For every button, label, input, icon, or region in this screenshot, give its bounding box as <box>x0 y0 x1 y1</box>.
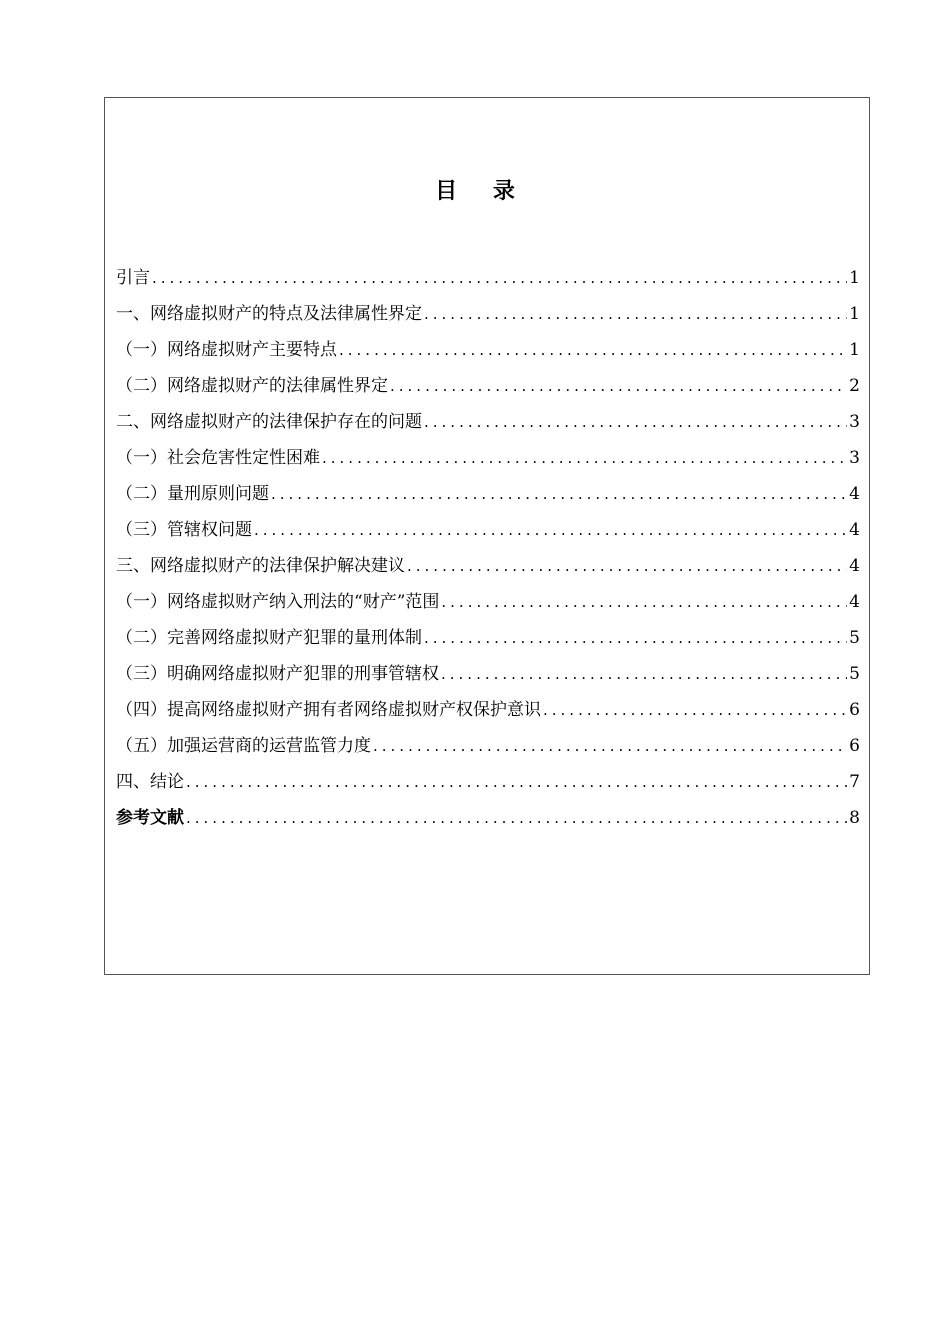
toc-entry[interactable] <box>116 548 860 584</box>
toc-entry[interactable] <box>116 440 860 476</box>
toc-entry-text: （二）量刑原则问题 <box>116 484 269 504</box>
toc-dot-leader <box>322 440 847 476</box>
toc-entry-page: 1 <box>849 304 860 324</box>
toc-dot-leader <box>441 656 847 692</box>
toc-entry-page: 3 <box>849 412 860 432</box>
toc-entry-page: 7 <box>849 772 860 792</box>
toc-entry-text: （五）加强运营商的运营监管力度 <box>116 736 371 756</box>
toc-entry-page: 5 <box>849 664 860 684</box>
toc-dot-leader <box>424 404 847 440</box>
toc-dot-leader <box>441 584 847 620</box>
toc-entry[interactable] <box>116 332 860 368</box>
toc-entry-page: 4 <box>849 484 860 504</box>
toc-title: 目 录 <box>435 178 529 204</box>
toc-entry-page: 4 <box>849 520 860 540</box>
toc-entry-page: 8 <box>849 808 860 828</box>
toc-dot-leader <box>152 260 847 296</box>
toc-entry[interactable] <box>116 692 860 728</box>
toc-dot-leader <box>339 332 847 368</box>
toc-entry-text: 一、网络虚拟财产的特点及法律属性界定 <box>116 304 422 324</box>
toc-entry-page: 4 <box>849 556 860 576</box>
toc-dot-leader <box>424 620 847 656</box>
toc-entry-references[interactable] <box>116 800 860 836</box>
toc-entry-text: （一）社会危害性定性困难 <box>116 448 320 468</box>
toc-entry[interactable] <box>116 368 860 404</box>
toc-entry[interactable] <box>116 404 860 440</box>
toc-entry-text: （三）明确网络虚拟财产犯罪的刑事管辖权 <box>116 664 439 684</box>
toc-entry[interactable] <box>116 512 860 548</box>
toc-entry-page: 1 <box>849 268 860 288</box>
toc-dot-leader <box>373 728 847 764</box>
toc-entry-page: 4 <box>849 592 860 612</box>
toc-dot-leader <box>390 368 847 404</box>
toc-entry-text: （四）提高网络虚拟财产拥有者网络虚拟财产权保护意识 <box>116 700 541 720</box>
toc-list <box>116 260 860 836</box>
toc-entry-page: 2 <box>849 376 860 396</box>
toc-dot-leader <box>543 692 847 728</box>
toc-entry-text: 四、结论 <box>116 772 184 792</box>
toc-entry[interactable] <box>116 728 860 764</box>
toc-entry[interactable] <box>116 656 860 692</box>
toc-entry-page: 1 <box>849 340 860 360</box>
toc-dot-leader <box>186 800 847 836</box>
toc-entry[interactable] <box>116 584 860 620</box>
toc-entry[interactable] <box>116 476 860 512</box>
toc-entry-text: （二）网络虚拟财产的法律属性界定 <box>116 376 388 396</box>
toc-entry-text: （二）完善网络虚拟财产犯罪的量刑体制 <box>116 628 422 648</box>
toc-entry-text: （一）网络虚拟财产主要特点 <box>116 340 337 360</box>
toc-entry[interactable] <box>116 296 860 332</box>
toc-entry-page: 3 <box>849 448 860 468</box>
toc-entry-page: 5 <box>849 628 860 648</box>
toc-dot-leader <box>271 476 847 512</box>
toc-entry-page: 6 <box>849 736 860 756</box>
toc-entry-text: （一）网络虚拟财产纳入刑法的“财产”范围 <box>116 592 440 612</box>
toc-dot-leader <box>254 512 847 548</box>
toc-entry-text: 参考文献 <box>116 808 184 828</box>
toc-entry[interactable] <box>116 620 860 656</box>
toc-entry[interactable] <box>116 260 860 296</box>
toc-entry-text: 引言 <box>116 268 150 288</box>
toc-entry-page: 6 <box>849 700 860 720</box>
toc-entry-text: 二、网络虚拟财产的法律保护存在的问题 <box>116 412 422 432</box>
toc-entry-text: （三）管辖权问题 <box>116 520 252 540</box>
toc-entry-text: 三、网络虚拟财产的法律保护解决建议 <box>116 556 405 576</box>
toc-entry[interactable] <box>116 764 860 800</box>
toc-dot-leader <box>424 296 847 332</box>
toc-dot-leader <box>186 764 847 800</box>
toc-dot-leader <box>407 548 847 584</box>
